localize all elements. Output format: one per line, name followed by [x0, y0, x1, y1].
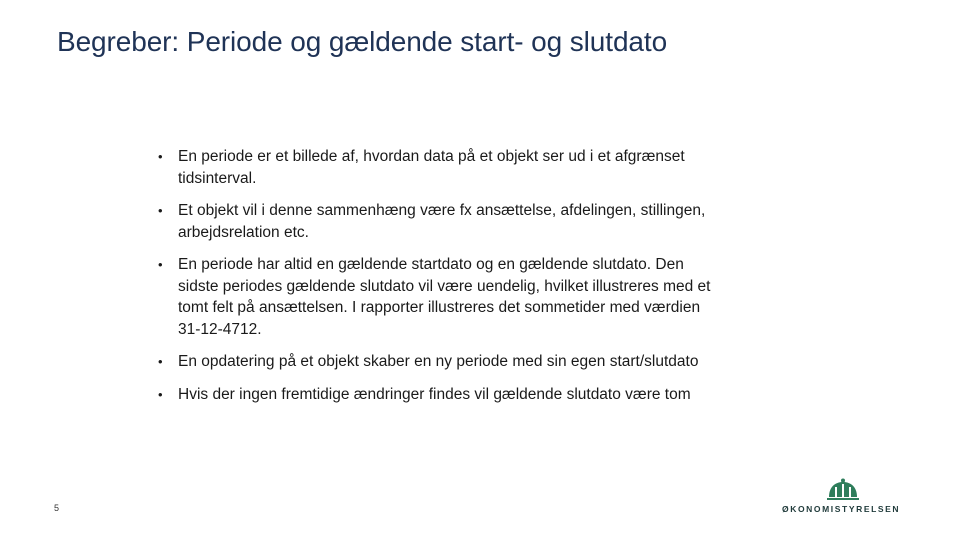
- bullet-text: Et objekt vil i denne sammenhæng være fx ansættelse, afdelingen, stillingen, arbejdsrelation etc.: [178, 202, 706, 241]
- bullet-text: En periode har altid en gældende startdato og en gældende slutdato. Den sidste periodes gældende slutdato vil være uendelig, hvilket illustreres med et tomt felt på ansættelsen. I rapporter illustreres det sommetider med værdien 31-12-4712.: [178, 256, 711, 338]
- logo-text: ØKONOMISTYRELSEN: [782, 504, 901, 514]
- bullet-marker: •: [158, 149, 163, 164]
- bullet-marker: •: [158, 203, 163, 218]
- slide-title: Begreber: Periode og gældende start- og slutdato: [57, 26, 668, 57]
- bullet-marker: •: [158, 386, 163, 402]
- bullet-list: [158, 146, 718, 416]
- crown-icon: [823, 478, 863, 502]
- bullet-item: [158, 254, 718, 340]
- bullet-item: [158, 384, 718, 406]
- bullet-marker: •: [158, 257, 163, 272]
- bullet-item: [158, 351, 718, 373]
- bullet-item: [158, 200, 718, 243]
- bullet-text: Hvis der ingen fremtidige ændringer findes vil gældende slutdato være tom: [178, 385, 691, 403]
- page-number: 5: [54, 503, 60, 513]
- bullet-marker: •: [158, 354, 163, 369]
- bullet-text: En periode er et billede af, hvordan data på et objekt ser ud i et afgrænset tidsinterval.: [178, 148, 685, 187]
- okonomistyrelsen-logo: [780, 478, 910, 518]
- bullet-text: En opdatering på et objekt skaber en ny periode med sin egen start/slutdato: [178, 353, 699, 370]
- bullet-item: [158, 146, 718, 189]
